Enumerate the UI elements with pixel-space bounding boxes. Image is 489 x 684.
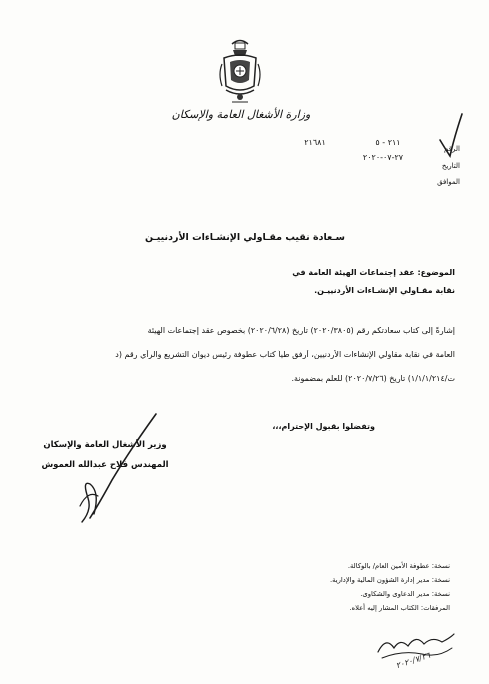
ref-number: ٢١١ - ٥: [375, 138, 401, 147]
copy-line-2: نسخة: مدير إدارة الشؤون المالية والإدارية.: [329, 576, 450, 584]
ministry-name: وزارة الأشغال العامة والإسكان: [171, 108, 311, 121]
handwritten-date: ٢٠٢٠/٧/٢٦: [394, 650, 432, 671]
copy-line-3: نسخة: مدير الدعاوى والشكاوى.: [360, 590, 450, 598]
body-line-2: العامة في نقابة مقاولي الإنشاءات الأردنيين، أرفق طياً كتاب عطوفة رئيس ديوان التشريع والرأي رقم (د: [115, 350, 455, 359]
ref-extra: ٢١٦٨١: [304, 138, 326, 147]
date-label: التاريخ: [441, 162, 460, 170]
minister-signature: [60, 410, 170, 525]
copy-line-1: نسخة: عطوفة الأمين العام/ بالوكالة.: [347, 562, 450, 570]
ref-label: الرقم: [444, 145, 460, 153]
pen-check-icon: [436, 110, 466, 160]
subject-line-2: نقابة مقـاولي الإنشـاءات الأردنييـن.: [314, 286, 455, 295]
closing-line: وتفضلوا بقبول الإحترام،،،: [272, 422, 375, 431]
date-value: ٢٧-٠٧-٢٠٢٠: [362, 153, 404, 162]
corresponding-label: الموافق: [437, 178, 460, 186]
signatory-title: وزير الأشغال العامة والإسكان: [43, 440, 167, 450]
coat-of-arms-emblem: [216, 34, 264, 106]
addressee-line: سـعادة نقيب مقـاولي الإنشـاءات الأردنييـن: [144, 232, 346, 243]
body-line-3: ت/١/١/١/٢١٤) تاريخ (٢٠٢٠/٧/٢٦) للعلم بمضمونة.: [291, 374, 455, 383]
subject-line-1: الموضوع: عقد إجتماعات الهيئة العامة في: [292, 268, 455, 277]
attachments-line: المرفقات: الكتاب المشار إليه أعلاه.: [349, 604, 450, 612]
body-line-1: إشارةً إلى كتاب سعادتكم رقم (٢٠٢٠/٣٨٠٥) تاريخ (٢٠٢٠/٦/٢٨) بخصوص عقد إجتماعات الهيئة: [147, 326, 455, 335]
signatory-name: المهندس فلاح عبدالله العموش: [41, 460, 169, 470]
